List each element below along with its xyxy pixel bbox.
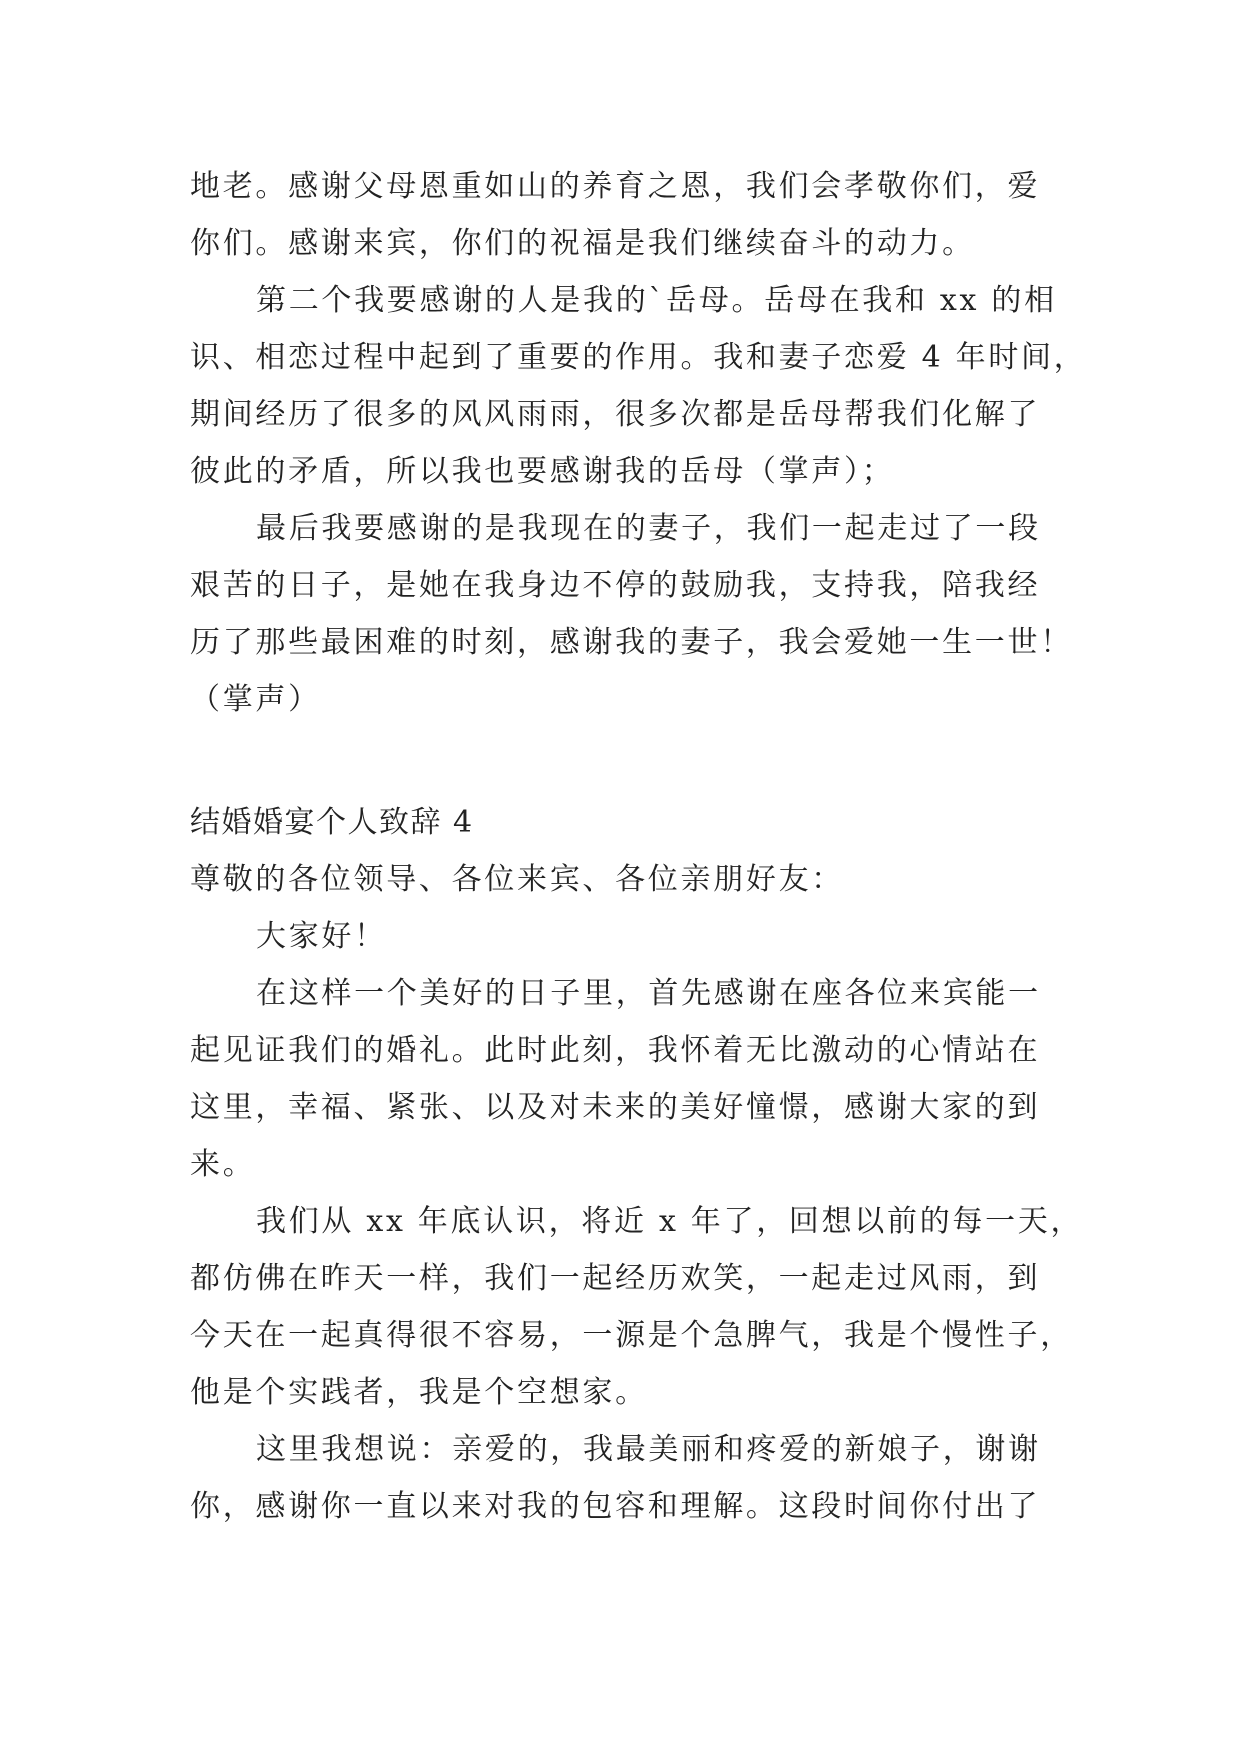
paragraph-line: 起见证我们的婚礼。此时此刻，我怀着无比激动的心情站在	[190, 1033, 1041, 1068]
section-gap	[190, 728, 1060, 794]
paragraph-line: 他是个实践者，我是个空想家。	[190, 1375, 648, 1410]
paragraph-line: 彼此的矛盾，所以我也要感谢我的岳母（掌声）；	[190, 454, 895, 489]
paragraph-line: 识、相恋过程中起到了重要的作用。我和妻子恋爱 4 年时间，	[190, 340, 1087, 375]
paragraph-line: 艰苦的日子，是她在我身边不停的鼓励我，支持我，陪我经	[190, 568, 1041, 603]
paragraph-line: 来。	[190, 1147, 256, 1182]
paragraph-line: 我们从 xx 年底认识，将近 x 年了，回想以前的每一天，	[256, 1204, 1084, 1239]
paragraph-line: 最后我要感谢的是我现在的妻子，我们一起走过了一段	[256, 511, 1041, 546]
paragraph-line: 在这样一个美好的日子里，首先感谢在座各位来宾能一	[256, 976, 1041, 1011]
greeting-line: 大家好！	[256, 919, 387, 954]
salutation-line: 尊敬的各位领导、各位来宾、各位亲朋好友：	[190, 862, 844, 897]
document-body	[190, 158, 1087, 1535]
paragraph-line: 这里我想说：亲爱的，我最美丽和疼爱的新娘子，谢谢	[256, 1432, 1041, 1467]
paragraph-line: 地老。感谢父母恩重如山的养育之恩，我们会孝敬你们，爱	[190, 169, 1041, 204]
section-title: 结婚婚宴个人致辞 4	[190, 805, 474, 840]
paragraph-line: 期间经历了很多的风风雨雨，很多次都是岳母帮我们化解了	[190, 397, 1041, 432]
paragraph-line: 今天在一起真得很不容易，一源是个急脾气，我是个慢性子，	[190, 1318, 1073, 1353]
paragraph-line: 第二个我要感谢的人是我的`岳母。岳母在我和 xx 的相	[256, 283, 1057, 318]
paragraph-line: 这里，幸福、紧张、以及对未来的美好憧憬，感谢大家的到	[190, 1090, 1041, 1125]
paragraph-line: 历了那些最困难的时刻，感谢我的妻子，我会爱她一生一世！	[190, 625, 1073, 660]
paragraph-line: 都仿佛在昨天一样，我们一起经历欢笑，一起走过风雨，到	[190, 1261, 1041, 1296]
paragraph-line: 你，感谢你一直以来对我的包容和理解。这段时间你付出了	[190, 1489, 1041, 1524]
paragraph-line: 你们。感谢来宾，你们的祝福是我们继续奋斗的动力。	[190, 226, 975, 261]
paragraph-line: （掌声）	[190, 682, 321, 717]
